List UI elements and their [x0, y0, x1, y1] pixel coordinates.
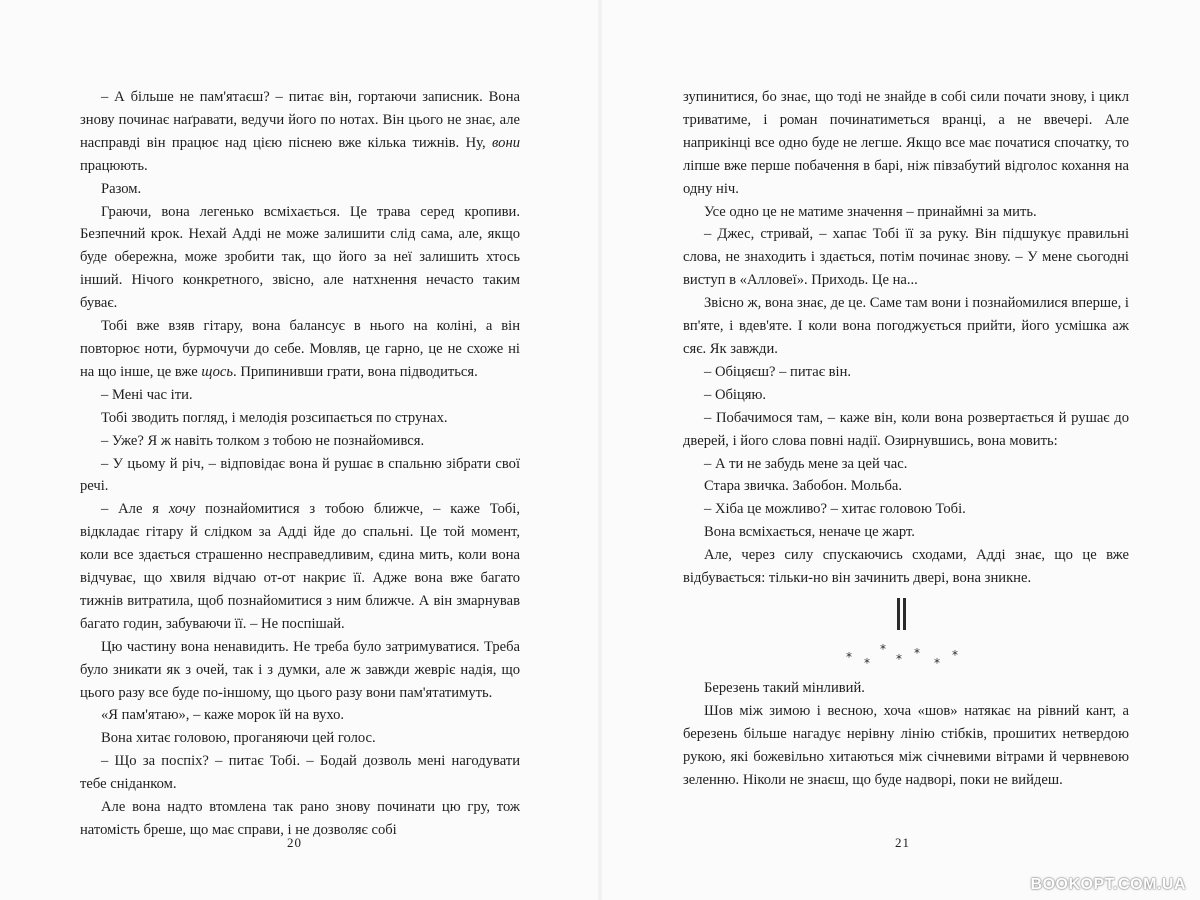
- paragraph: Разом.: [101, 180, 142, 197]
- page-number: 21: [895, 835, 910, 850]
- section-number-mark: [897, 598, 907, 630]
- star-icon: *: [934, 656, 940, 670]
- paragraph: – Обіцяю.: [704, 386, 767, 403]
- paragraph: – Що за поспіх? – питає Тобі. – Бодай дозволь мені нагодувати тебе сніданком.: [80, 753, 520, 793]
- paragraph: «Я пам'ятаю», – каже морок їй на вухо.: [101, 707, 345, 724]
- paragraph: Граючи, вона легенько всміхається. Це трава серед кропиви. Безпечний крок. Нехай Адді не може залишити слід сама, але, якщо буде обережна, може зробити так, що його за неї залишить хтось інший. Нічого конкретного, звісно, але натхнення нечасто таким буває.: [80, 203, 520, 312]
- roman-numeral-stroke: [897, 598, 900, 630]
- watermark: BOOKOPT.COM.UA: [1030, 876, 1186, 893]
- paragraph: – Але я хочу познайомитися з тобою ближче, – каже Тобі, відкладає гітару й слідком за Адді йде до спальні. Це той момент, коли все здається страшенно несправедливим, єдина мить, коли вона відчуває, що хвиля відчаю от-от накриє її. Адже вона вже багато тижнів витратила, щоб познайомитися з ним ближче. А він змарнував багато годин, забуваючи її. – Не поспішай.: [80, 501, 520, 632]
- star-icon: *: [880, 642, 886, 656]
- emphasis: хочу: [168, 501, 196, 518]
- paragraph: – А ти не забудь мене за цей час.: [704, 455, 908, 472]
- star-icon: *: [864, 656, 870, 670]
- paragraph: Звісно ж, вона знає, де це. Саме там вони і познайомилися вперше, і вп'яте, і вдев'яте. І коли вона погоджується прийти, його усмішка аж сяє. Як завжди.: [683, 295, 1129, 357]
- paragraph: Усе одно це не матиме значення – принаймні за мить.: [704, 203, 1037, 220]
- star-ornament: [840, 640, 970, 670]
- paragraph: Стара звичка. Забобон. Мольба.: [704, 478, 902, 495]
- paragraph: Але, через силу спускаючись сходами, Адді знає, що це вже відбувається: тільки-но він зачинить двері, вона зникне.: [683, 547, 1129, 587]
- paragraph: – Обіцяєш? – питає він.: [704, 363, 852, 380]
- paragraph: Цю частину вона ненавидить. Не треба було затримуватися. Треба було зникати як з очей, так і з думки, але ж завжди жевріє надія, що цього разу все буде по-іншому, що цього разу вони пам'ятатимуть.: [80, 638, 520, 701]
- paragraph: зупинитися, бо знає, що тоді не знайде в собі сили почати знову, і цикл триватиме, і роман починатиметься вранці, а не ввечері. Але наприкінці все одно буде не легше. Якщо все має початися спочатку, то ліпше вже перше побачення в барі, ніж півзабутий відголос кохання на одну ніч.: [683, 89, 1129, 197]
- paragraph: – А більше не пам'ятаєш? – питає він, гортаючи записник. Вона знову починає наґравати, ведучи його по нотах. Він цього не знає, але насправді він працює над цією піснею вже кілька тижнів. Ну, вони працюють.: [80, 89, 520, 174]
- paragraph: Березень такий мінливий.: [704, 679, 865, 696]
- paragraph: Але вона надто втомлена так рано знову починати цю гру, тож натомість бреше, що має справи, і не дозволяє собі: [80, 799, 520, 838]
- paragraph: Тобі зводить погляд, і мелодія розсипається по струнах.: [101, 409, 448, 426]
- right-page-text: [683, 86, 1129, 791]
- paragraph: Тобі вже взяв гітару, вона балансує в нього на коліні, а він повторює ноти, бурмочучи до себе. Мовляв, це гарно, це не схоже ні на що інше, це вже щось. Припинивши грати, вона підводиться.: [80, 318, 520, 380]
- emphasis: вони: [492, 134, 520, 151]
- paragraph: Вона хитає головою, проганяючи цей голос.: [101, 730, 376, 747]
- star-icon: *: [952, 648, 958, 662]
- paragraph: Шов між зимою і весною, хоча «шов» натякає на рівний кант, а березень більше нагадує нерівну лінію стібків, прошитих нетвердою рукою, які божевільно хитаються між січневими вітрами й червневою зеленню. Ніколи не знаєш, що буде надворі, поки не вийдеш.: [683, 702, 1129, 788]
- page-number: 20: [287, 835, 302, 850]
- roman-numeral-stroke: [903, 598, 906, 630]
- emphasis: щось: [201, 363, 234, 380]
- left-page-text: [80, 86, 520, 842]
- paragraph: – Джес, стривай, – хапає Тобі її за руку. Він підшукує правильні слова, не знаходить і здається, потім починає знову. – У мене сьогодні виступ в «Алловеї». Приходь. Це на...: [683, 226, 1129, 289]
- paragraph: Вона всміхається, неначе це жарт.: [704, 524, 915, 541]
- paragraph: – Побачимося там, – каже він, коли вона розвертається й рушає до дверей, і його слова повні надії. Озирнувшись, вона мовить:: [683, 409, 1129, 449]
- star-icon: *: [914, 646, 920, 660]
- paragraph: – Мені час іти.: [101, 386, 193, 403]
- star-icon: *: [896, 652, 902, 666]
- paragraph: – Хіба це можливо? – хитає головою Тобі.: [704, 501, 966, 518]
- right-page: [600, 0, 1200, 900]
- star-icon: *: [846, 650, 852, 664]
- paragraph: – Уже? Я ж навіть толком з тобою не познайомився.: [101, 432, 425, 449]
- paragraph: – У цьому й річ, – відповідає вона й рушає в спальню зібрати свої речі.: [80, 455, 520, 495]
